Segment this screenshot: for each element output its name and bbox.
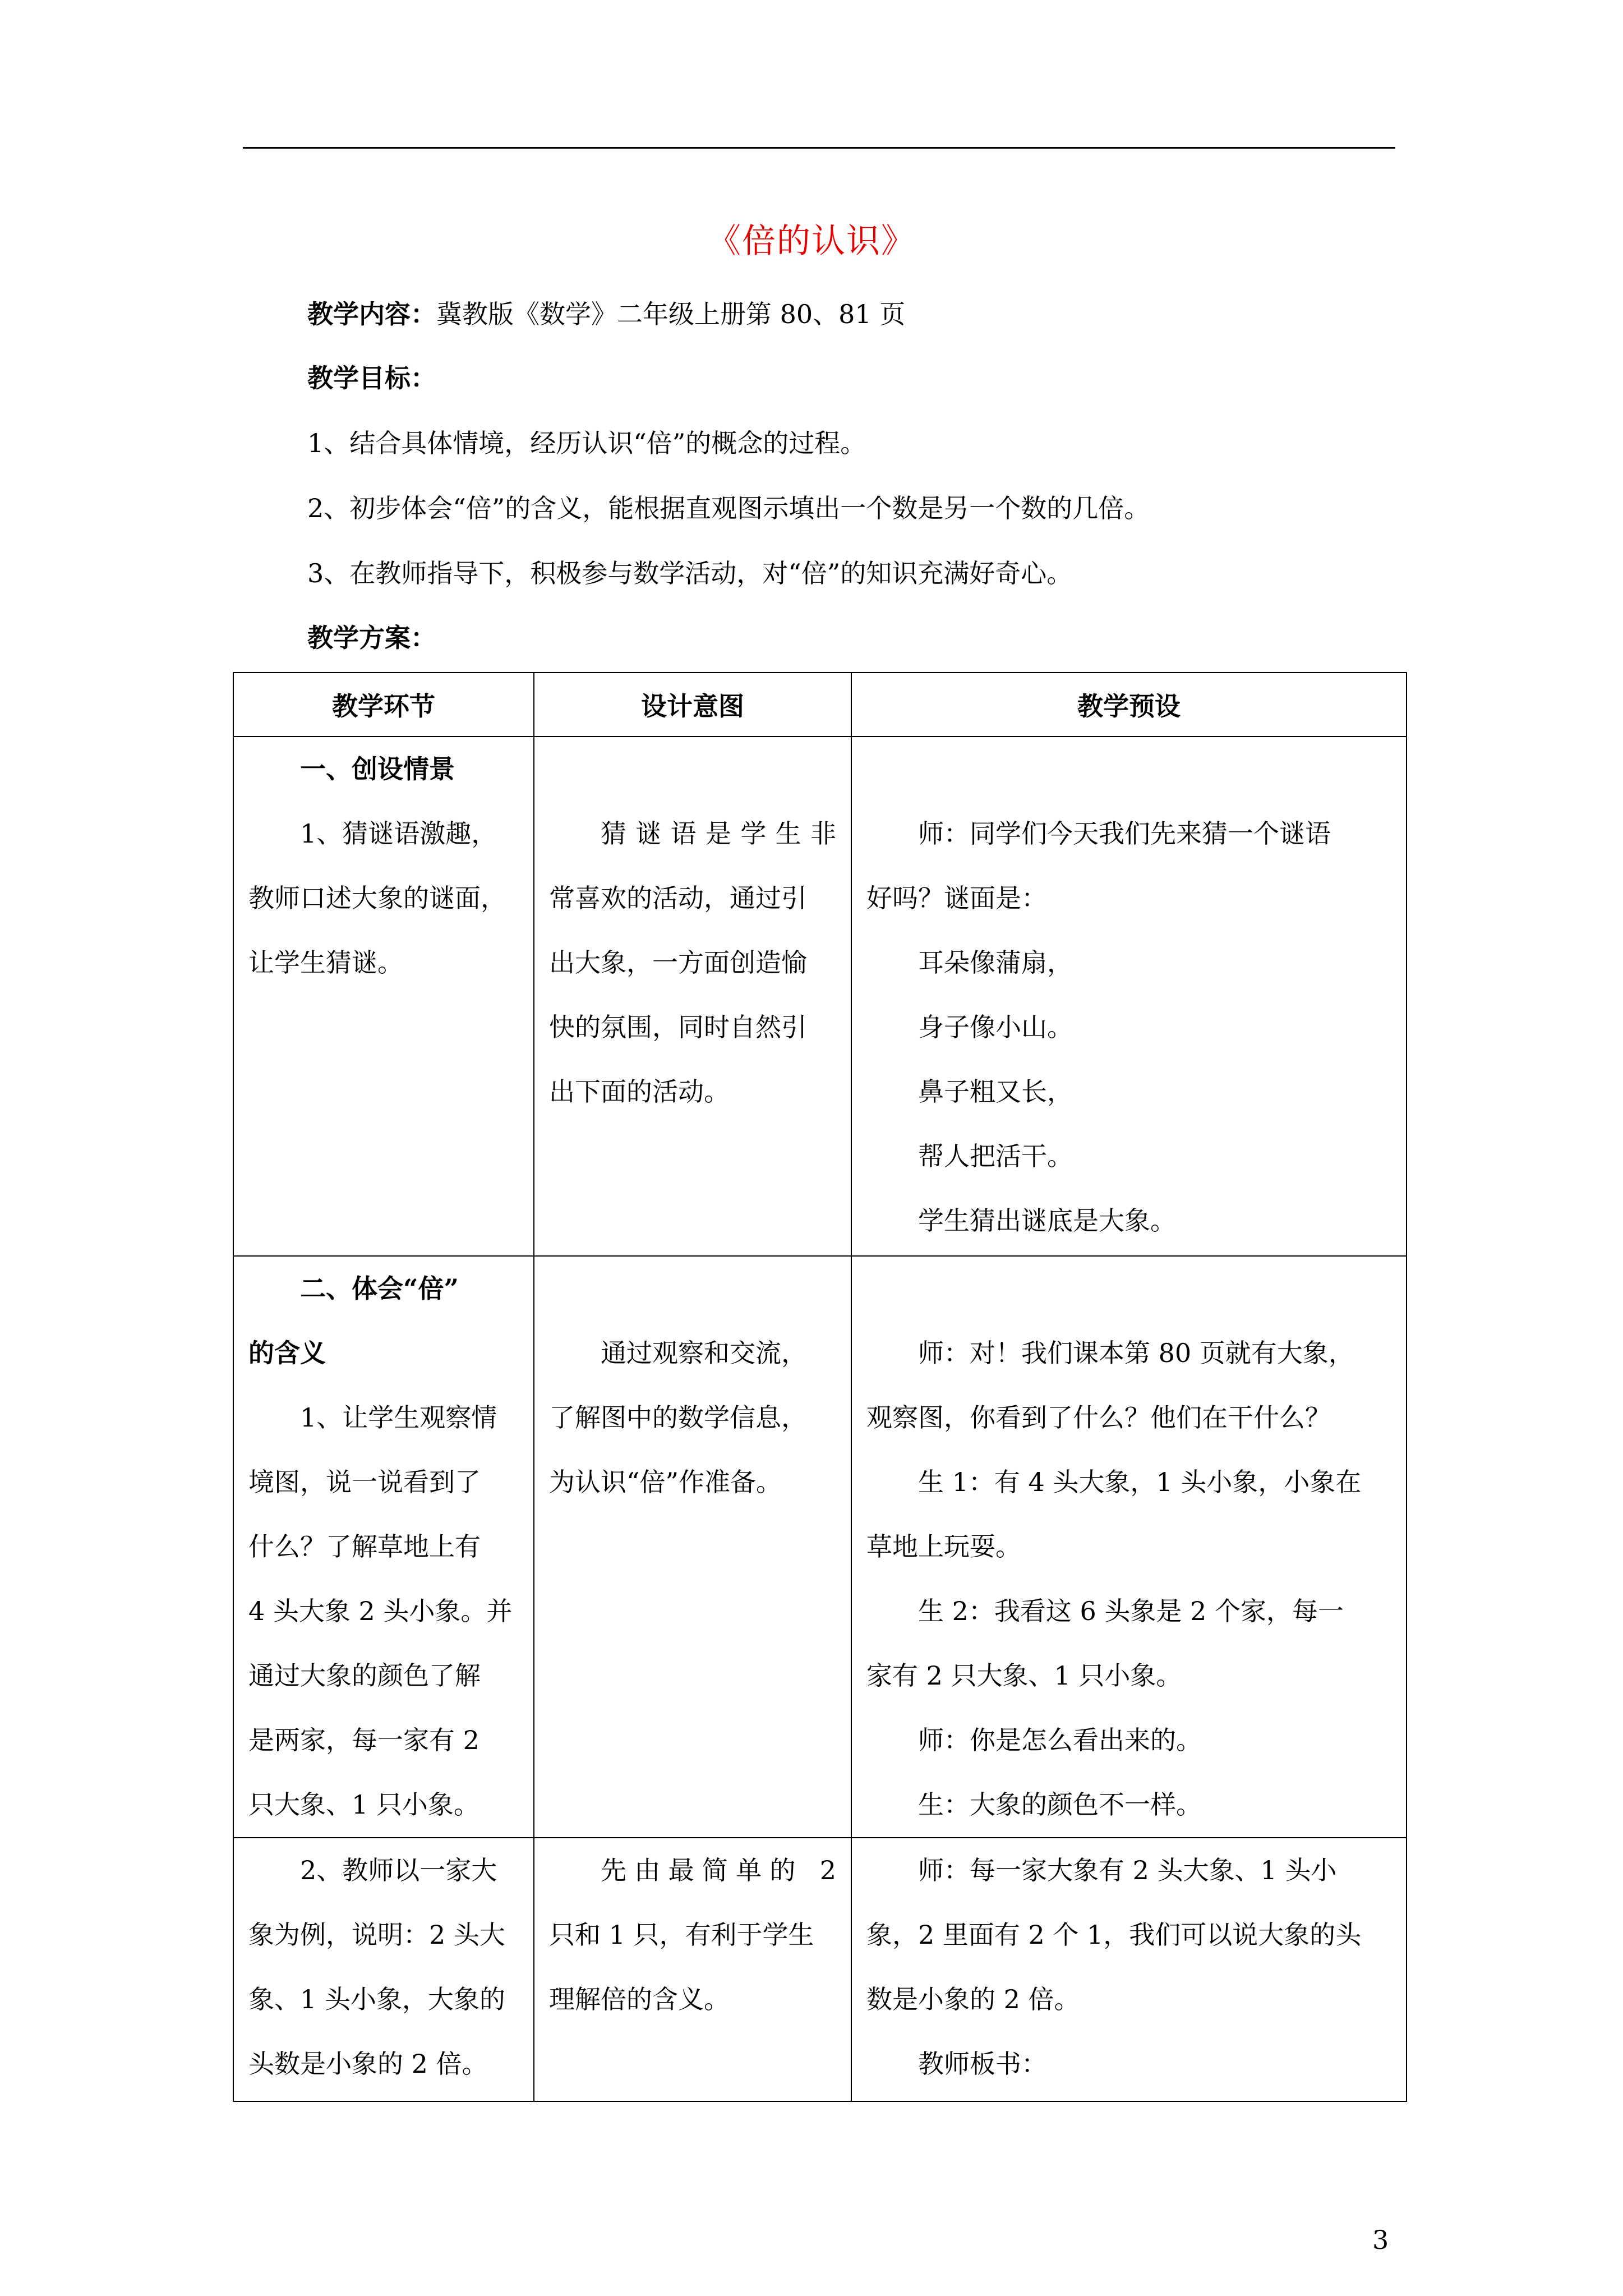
content-label: 教学内容：: [307, 299, 436, 329]
cell-line: 生 1：有 4 头大象，1 头小象，小象在: [918, 1467, 1362, 1497]
cell-line: 教师口述大象的谜面，: [248, 883, 506, 913]
row1-intent-cell: [534, 737, 851, 1256]
cell-line: 让学生猜谜。: [248, 947, 403, 978]
cell-line: 出大象，一方面创造愉: [549, 947, 807, 978]
cell-line: 为认识“倍”作准备。: [549, 1467, 782, 1497]
cell-line: 师：对！我们课本第 80 页就有大象，: [918, 1338, 1354, 1368]
content-text: 冀教版《数学》二年级上册第 80、81 页: [436, 299, 906, 329]
cell-line: 草地上玩耍。: [866, 1531, 1021, 1562]
cell-line: 通过观察和交流，: [601, 1338, 807, 1368]
table-header-row: [233, 673, 1407, 737]
table-row: [233, 1256, 1407, 1838]
section-heading: 一、创设情景: [300, 754, 455, 784]
cell-line: 帮人把活干。: [918, 1141, 1073, 1171]
cell-line: 先由最简单的 2: [601, 1855, 836, 1885]
cell-line: 快的氛围，同时自然引: [549, 1012, 807, 1042]
cell-line: 4 头大象 2 头小象。并: [248, 1596, 513, 1626]
cell-line: 1、让学生观察情: [300, 1402, 497, 1433]
cell-line: 理解倍的含义。: [549, 1984, 730, 2014]
cell-line: 境图，说一说看到了: [248, 1467, 481, 1497]
content-line: [307, 297, 905, 331]
cell-line: 猜谜语是学生非: [601, 818, 836, 849]
section-heading-cont: 的含义: [248, 1338, 326, 1368]
cell-line: 师：你是怎么看出来的。: [918, 1725, 1202, 1755]
cell-line: 家有 2 只大象、1 只小象。: [866, 1660, 1182, 1691]
cell-line: 2、教师以一家大: [300, 1855, 497, 1885]
cell-line: 鼻子粗又长，: [918, 1076, 1073, 1107]
cell-line: 观察图，你看到了什么？他们在干什么？: [866, 1402, 1331, 1433]
cell-line: 是两家，每一家有 2: [248, 1725, 479, 1755]
cell-line: 象、1 头小象，大象的: [248, 1984, 505, 2014]
cell-line: 生：大象的颜色不一样。: [918, 1789, 1202, 1820]
cell-line: 师：同学们今天我们先来猜一个谜语: [918, 818, 1331, 849]
table-row: [233, 1838, 1407, 2101]
cell-line: 头数是小象的 2 倍。: [248, 2049, 488, 2079]
row1-preset-cell: [851, 737, 1407, 1256]
row2-preset-cell: [851, 1256, 1407, 1838]
goals-label: 教学目标：: [307, 363, 436, 393]
cell-line: 了解图中的数学信息，: [549, 1402, 807, 1433]
cell-line: 1、猜谜语激趣，: [300, 818, 497, 849]
goal-item-1: 1、结合具体情境，经历认识“倍”的概念的过程。: [307, 428, 866, 458]
cell-line: 象为例，说明：2 头大: [248, 1920, 505, 1950]
row1-step-cell: [233, 737, 534, 1256]
row3-intent-cell: [534, 1838, 851, 2101]
cell-line: 出下面的活动。: [549, 1076, 730, 1107]
header-teaching-step: 教学环节: [233, 673, 534, 737]
row2-intent-cell: [534, 1256, 851, 1838]
cell-line: 只和 1 只，有利于学生: [549, 1920, 814, 1950]
cell-line: 教师板书：: [918, 2049, 1047, 2079]
goal-item-2: 2、初步体会“倍”的含义，能根据直观图示填出一个数是另一个数的几倍。: [307, 493, 1150, 523]
cell-line: 学生猜出谜底是大象。: [918, 1205, 1176, 1236]
document-title: 《倍的认识》: [707, 222, 916, 261]
cell-line: 常喜欢的活动，通过引: [549, 883, 807, 913]
table-row: [233, 737, 1407, 1256]
cell-line: 通过大象的颜色了解: [248, 1660, 481, 1691]
goal-item-3: 3、在教师指导下，积极参与数学活动，对“倍”的知识充满好奇心。: [307, 558, 1073, 588]
header-teaching-preset: 教学预设: [851, 673, 1407, 737]
teaching-plan-table: [233, 672, 1407, 2102]
cell-line: 身子像小山。: [918, 1012, 1073, 1042]
row3-preset-cell: [851, 1838, 1407, 2101]
row2-step-cell: [233, 1256, 534, 1838]
cell-line: 只大象、1 只小象。: [248, 1789, 479, 1820]
section-heading: 二、体会“倍”: [300, 1273, 459, 1304]
page-number: 3: [1372, 2225, 1389, 2255]
plan-label: 教学方案：: [307, 623, 436, 653]
cell-line: 耳朵像蒲扇，: [918, 947, 1073, 978]
cell-line: 数是小象的 2 倍。: [866, 1984, 1080, 2014]
row3-step-cell: [233, 1838, 534, 2101]
cell-line: 象，2 里面有 2 个 1，我们可以说大象的头: [866, 1920, 1362, 1950]
header-design-intent: 设计意图: [534, 673, 851, 737]
cell-line: 师：每一家大象有 2 头大象、1 头小: [918, 1855, 1337, 1885]
cell-line: 生 2：我看这 6 头象是 2 个家，每一: [918, 1596, 1344, 1626]
cell-line: 什么？了解草地上有: [248, 1531, 481, 1562]
header-rule: [243, 147, 1395, 149]
cell-line: 好吗？谜面是：: [866, 883, 1047, 913]
